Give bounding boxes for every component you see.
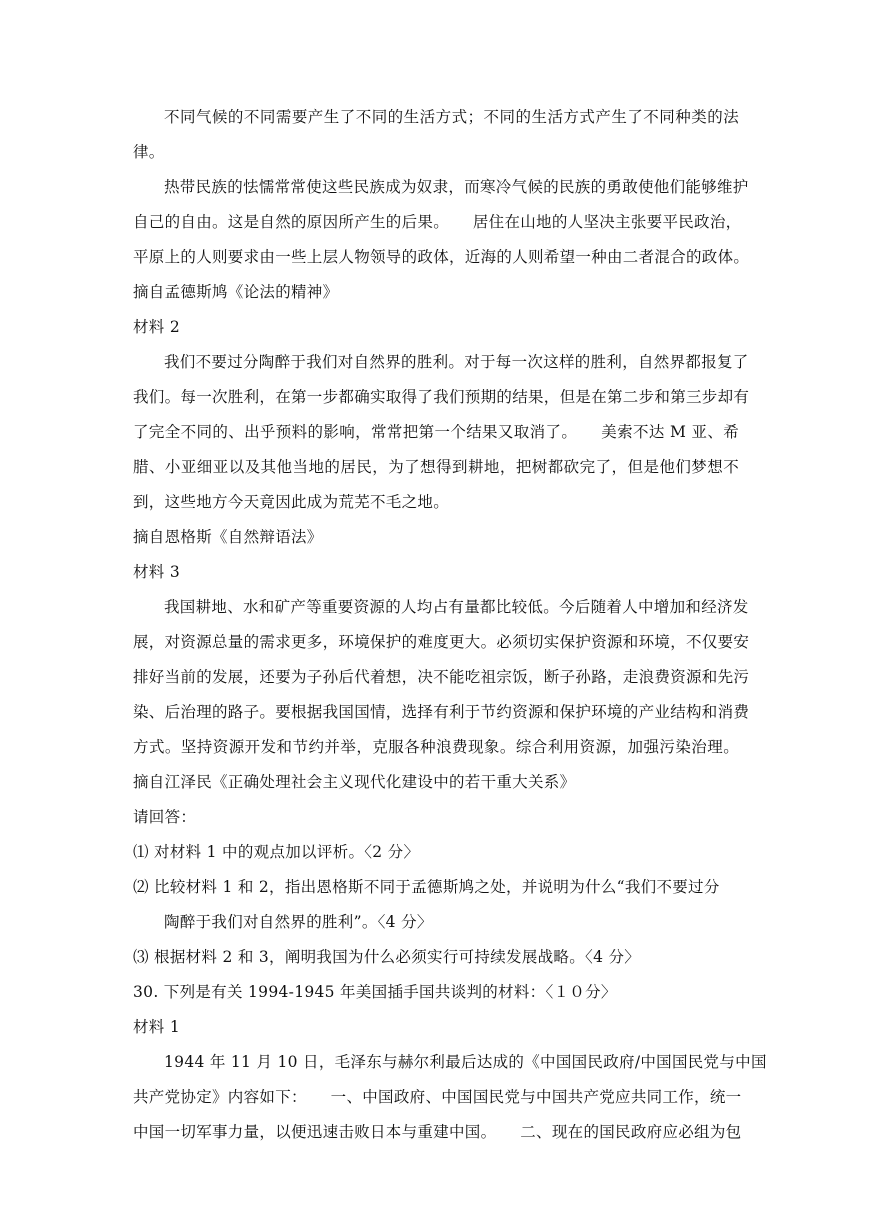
text-line: 摘自江泽民《正确处理社会主义现代化建设中的若干重大关系》 [133,773,576,791]
text-line: 材料 3 [133,563,180,581]
text-line: 共产党协定》内容如下： 一、中国政府、中国国民党与中国共产党应共同工作，统一 [133,1088,742,1106]
text-line: ⑴ 对材料 1 中的观点加以评析。〈2 分〉 [133,843,420,861]
text-line: ⑶ 根据材料 2 和 3，阐明我国为什么必须实行可持续发展战略。〈4 分〉 [133,948,641,966]
text-line: 排好当前的发展，还要为子孙后代着想，决不能吃祖宗饭，断子孙路，走浪费资源和先污 [133,668,750,686]
text-line: 陶醉于我们对自然界的胜利”。〈4 分〉 [164,913,433,931]
text-line: 请回答： [133,808,197,826]
text-line: 到，这些地方今天竟因此成为荒芜不毛之地。 [133,493,450,511]
text-line: 方式。坚持资源开发和节约并举，克服各种浪费现象。综合利用资源，加强污染治理。 [133,738,739,756]
text-line: 我们。每一次胜利，在第一步都确实取得了我们预期的结果，但是在第二步和第三步却有 [133,388,750,406]
text-line: 平原上的人则要求由一些上层人物领导的政体，近海的人则希望一种由二者混合的政体。 [133,248,750,266]
text-line: 材料 1 [133,1018,180,1036]
text-line: 1944 年 11 月 10 日，毛泽东与赫尔利最后达成的《中国国民政府/中国国民党与中国 [164,1053,767,1071]
text-line: 染、后治理的路子。要根据我国国情，选择有利于节约资源和保护环境的产业结构和消费 [133,703,750,721]
text-line: 腊、小亚细亚以及其他当地的居民，为了想得到耕地，把树都砍完了，但是他们梦想不 [133,458,739,476]
text-line: 了完全不同的、出乎预料的影响，常常把第一个结果又取消了。 美索不达 M 亚、希 [133,423,739,441]
text-line: 律。 [133,143,165,161]
text-line: 自己的自由。这是自然的原因所产生的后果。 居住在山地的人坚决主张要平民政治， [133,213,742,231]
text-line: 展，对资源总量的需求更多，环境保护的难度更大。必须切实保护资源和环境，不仅要安 [133,633,750,651]
text-line: ⑵ 比较材料 1 和 2，指出恩格斯不同于孟德斯鸠之处，并说明为什么“我们不要过分 [133,878,720,896]
text-line: 不同气候的不同需要产生了不同的生活方式；不同的生活方式产生了不同种类的法 [164,108,739,126]
text-line: 摘自恩格斯《自然辩语法》 [133,528,323,546]
text-line: 我国耕地、水和矿产等重要资源的人均占有量都比较低。今后随着人中增加和经济发 [164,598,749,616]
text-line: 摘自孟德斯鸠《论法的精神》 [133,283,339,301]
text-line: 热带民族的怯懦常常使这些民族成为奴隶，而寒冷气候的民族的勇敢使他们能够维护 [164,178,749,196]
text-line: 材料 2 [133,318,180,336]
document-body [133,107,767,1142]
text-line: 中国一切军事力量，以便迅速击败日本与重建中国。 二、现在的国民政府应必组为包 [133,1123,742,1141]
text-line: 我们不要过分陶醉于我们对自然界的胜利。对于每一次这样的胜利，自然界都报复了 [164,353,749,371]
text-line: 30. 下列是有关 1994-1945 年美国插手国共谈判的材料：〈１０分〉 [133,983,617,1001]
